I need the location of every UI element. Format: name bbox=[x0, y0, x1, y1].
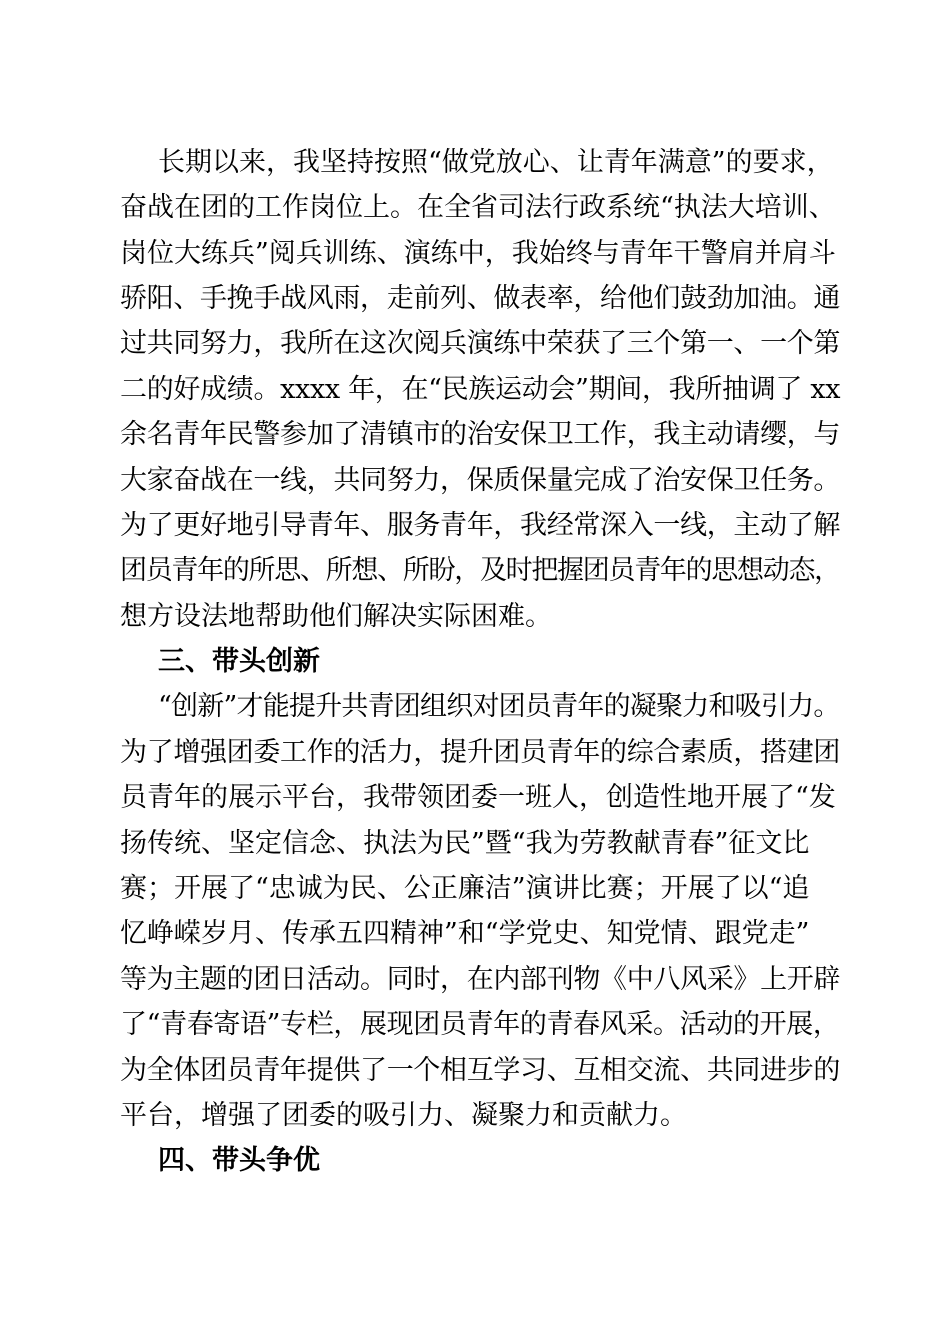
section-heading-4: 四、带头争优 bbox=[158, 1145, 320, 1176]
paragraph-1-line-3: 岗位大练兵”阅兵训练、演练中，我始终与青年干警肩并肩斗 bbox=[120, 238, 836, 269]
paragraph-1-line-1: 长期以来，我坚持按照“做党放心、让青年满意”的要求， bbox=[158, 147, 834, 178]
paragraph-1-line-6: 二的好成绩。xxxx 年，在“民族运动会”期间，我所抽调了 xx bbox=[120, 374, 841, 405]
paragraph-1-line-11: 想方设法地帮助他们解决实际困难。 bbox=[120, 601, 552, 632]
paragraph-1-line-5: 过共同努力，我所在这次阅兵演练中荣获了三个第一、一个第 bbox=[120, 328, 841, 359]
paragraph-2-line-5: 赛；开展了“忠诚为民、公正廉洁”演讲比赛；开展了以“追 bbox=[120, 873, 810, 904]
paragraph-1-line-2: 奋战在团的工作岗位上。在全省司法行政系统“执法大培训、 bbox=[120, 192, 836, 223]
paragraph-2-line-3: 员青年的展示平台，我带领团委一班人，创造性地开展了“发 bbox=[120, 782, 836, 813]
paragraph-1-line-10: 团员青年的所思、所想、所盼，及时把握团员青年的思想动态， bbox=[120, 555, 840, 586]
paragraph-2-line-1: “创新”才能提升共青团组织对团员青年的凝聚力和吸引力。 bbox=[158, 691, 840, 722]
paragraph-2-line-9: 为全体团员青年提供了一个相互学习、互相交流、共同进步的 bbox=[120, 1055, 841, 1086]
section-heading-3: 三、带头创新 bbox=[158, 646, 320, 677]
paragraph-2-line-4: 扬传统、坚定信念、执法为民”暨“我为劳教献青春”征文比 bbox=[120, 828, 810, 859]
paragraph-2-line-6: 忆峥嵘岁月、传承五四精神”和“学党史、知党情、跟党走” bbox=[120, 918, 810, 949]
paragraph-1-line-9: 为了更好地引导青年、服务青年，我经常深入一线，主动了解 bbox=[120, 510, 841, 541]
paragraph-2-line-10: 平台，增强了团委的吸引力、凝聚力和贡献力。 bbox=[120, 1100, 687, 1131]
paragraph-1-line-8: 大家奋战在一线，共同努力，保质保量完成了治安保卫任务。 bbox=[120, 465, 841, 496]
paragraph-2-line-7: 等为主题的团日活动。同时，在内部刊物《中八风采》上开辟 bbox=[120, 964, 841, 995]
paragraph-1-line-7: 余名青年民警参加了清镇市的治安保卫工作，我主动请缨，与 bbox=[120, 419, 841, 450]
paragraph-2-line-2: 为了增强团委工作的活力，提升团员青年的综合素质，搭建团 bbox=[120, 737, 841, 768]
paragraph-2-line-8: 了“青春寄语”专栏，展现团员青年的青春风采。活动的开展， bbox=[120, 1009, 840, 1040]
paragraph-1-line-4: 骄阳、手挽手战风雨，走前列、做表率，给他们鼓劲加油。通 bbox=[120, 283, 841, 314]
